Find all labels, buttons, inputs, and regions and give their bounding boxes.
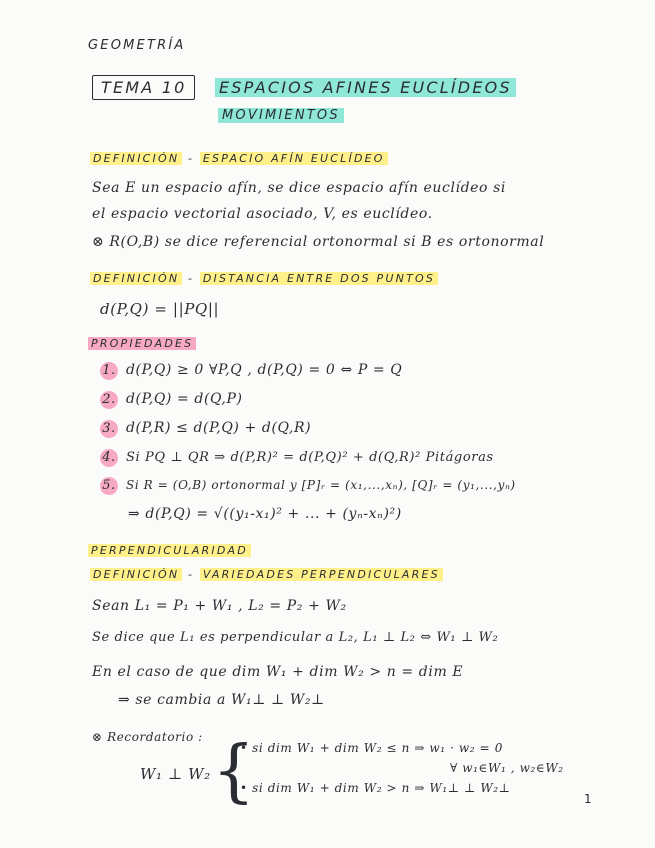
recall-lhs: W₁ ⊥ W₂ — [140, 765, 211, 783]
prop-item: 5. Si R = (O,B) ortonormal y [P]ᵣ = (x₁,...,xₙ), [Q]ᵣ = (y₁,...,yₙ) — [100, 477, 516, 495]
recall-case-2: • si dim W₁ + dim W₂ > n ⇒ W₁⊥ ⊥ W₂⊥ — [240, 781, 511, 795]
perp-def-label: DEFINICIÓN — [90, 568, 182, 581]
title-line-2: MOVIMIENTOS — [218, 108, 344, 123]
prop-number: 1. — [100, 362, 118, 380]
recall-label: ⊗ Recordatorio : — [92, 730, 203, 744]
prop-number: 2. — [100, 391, 118, 409]
perp-line-1: Sean L₁ = P₁ + W₁ , L₂ = P₂ + W₂ — [92, 598, 347, 614]
perp-def-topic: VARIEDADES PERPENDICULARES — [200, 568, 443, 581]
props-heading: PROPIEDADES — [88, 337, 196, 350]
def1-topic: ESPACIO AFÍN EUCLÍDEO — [200, 152, 388, 165]
perp-line-4: ⇒ se cambia a W₁⊥ ⊥ W₂⊥ — [118, 692, 325, 708]
prop-number: 5. — [100, 477, 118, 495]
perp-heading: PERPENDICULARIDAD — [88, 544, 251, 557]
def2-heading: DEFINICIÓN - DISTANCIA ENTRE DOS PUNTOS — [90, 272, 438, 285]
def2-formula: d(P,Q) = ||PQ|| — [100, 300, 220, 318]
def1-line-1: Sea E un espacio afín, se dice espacio afín euclídeo si — [92, 180, 506, 196]
def1-line-3: ⊗ R(O,B) se dice referencial ortonormal si B es ortonormal — [92, 234, 545, 250]
def2-topic: DISTANCIA ENTRE DOS PUNTOS — [200, 272, 438, 285]
prop-item: 2. d(P,Q) = d(Q,P) — [100, 391, 243, 409]
prop5-result: ⇒ d(P,Q) = √((y₁-x₁)² + ... + (yₙ-xₙ)²) — [128, 506, 402, 522]
brace-icon: { — [212, 732, 256, 811]
prop-number: 3. — [100, 420, 118, 438]
def1-label: DEFINICIÓN — [90, 152, 182, 165]
subject-label: GEOMETRÍA — [88, 38, 186, 53]
recall-case-1: • si dim W₁ + dim W₂ ≤ n ⇒ w₁ · w₂ = 0 — [240, 741, 503, 755]
perp-line-2: Se dice que L₁ es perpendicular a L₂, L₁ ⊥ L₂ ⇔ W₁ ⊥ W₂ — [92, 630, 499, 645]
prop-item: 4. Si PQ ⊥ QR ⇒ d(P,R)² = d(P,Q)² + d(Q,R)² Pitágoras — [100, 449, 494, 467]
tema-label: TEMA 10 — [92, 75, 195, 100]
title-line-1: ESPACIOS AFINES EUCLÍDEOS — [215, 78, 516, 97]
perp-def-heading: DEFINICIÓN - VARIEDADES PERPENDICULARES — [90, 568, 443, 581]
recall-case-1b: ∀ w₁∈W₁ , w₂∈W₂ — [450, 761, 564, 775]
prop-item: 3. d(P,R) ≤ d(P,Q) + d(Q,R) — [100, 420, 311, 438]
prop-number: 4. — [100, 449, 118, 467]
perp-line-3: En el caso de que dim W₁ + dim W₂ > n = dim E — [92, 664, 464, 680]
def2-label: DEFINICIÓN — [90, 272, 182, 285]
prop-item: 1. d(P,Q) ≥ 0 ∀P,Q , d(P,Q) = 0 ⇔ P = Q — [100, 362, 402, 380]
tema-box — [92, 78, 195, 97]
def1-heading: DEFINICIÓN - ESPACIO AFÍN EUCLÍDEO — [90, 152, 388, 165]
page-number: 1 — [584, 792, 592, 806]
def1-line-2: el espacio vectorial asociado, V, es euclídeo. — [92, 206, 433, 222]
